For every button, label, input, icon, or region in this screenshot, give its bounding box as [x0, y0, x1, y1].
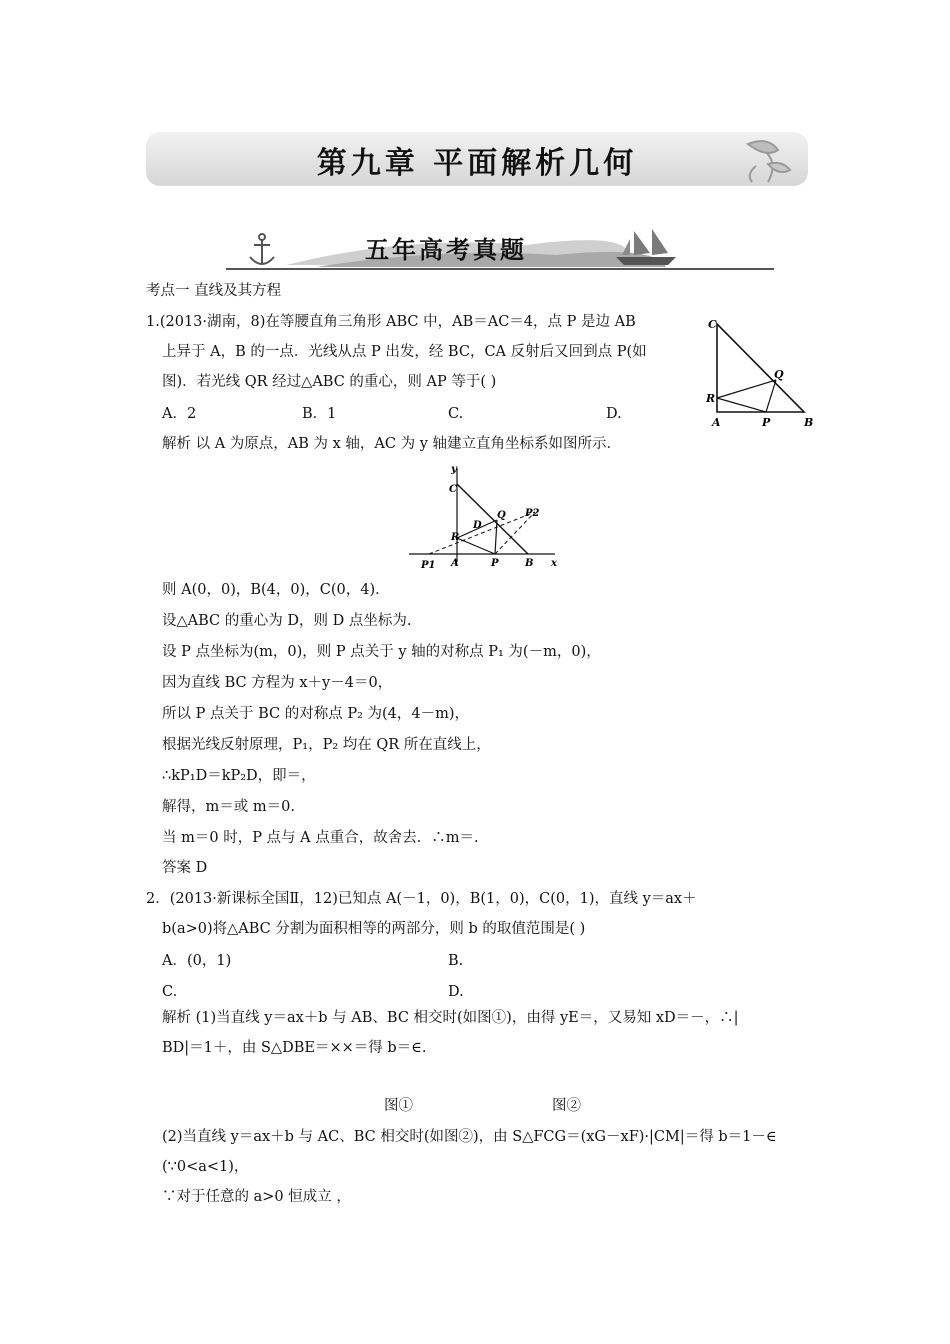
q1-step-2: 设△ABC 的重心为 D，则 D 点坐标为. [162, 613, 412, 629]
q1-coord-label-x: x [551, 558, 557, 569]
q1-coord-label-c: C [449, 484, 457, 495]
q1-step-8: 解得，m＝或 m＝0. [162, 799, 295, 815]
q1-step-4: 因为直线 BC 方程为 x＋y－4＝0， [162, 675, 393, 691]
q1-option-c: C. [448, 406, 464, 422]
q1-step-9: 当 m＝0 时，P 点与 A 点重合，故舍去．∴m＝. [162, 830, 479, 846]
q1-coord-label-a: A [451, 558, 459, 569]
q1-fig-label-r: R [706, 392, 716, 405]
q1-triangle-figure [700, 312, 820, 432]
q1-step-5: 所以 P 点关于 BC 的对称点 P₂ 为(4，4－m)， [162, 706, 470, 722]
q1-coord-label-p: P [491, 558, 499, 569]
q2-option-c: C. [162, 984, 178, 1000]
q2-option-b: B. [448, 953, 464, 969]
q2-option-a: A．(0，1) [162, 953, 232, 969]
q1-coord-label-p2: P2 [525, 508, 540, 519]
q2-line2: b(a>0)将△ABC 分割为面积相等的两部分，则 b 的取值范围是( ) [162, 921, 586, 937]
q1-line1: 1.(2013·湖南，8)在等腰直角三角形 ABC 中，AB＝AC＝4，点 P 是边 AB [146, 314, 636, 330]
q1-fig-label-q: Q [774, 368, 784, 381]
q2-figure2-caption: 图② [552, 1098, 581, 1114]
q2-analysis-line4: (∵0<a<1)， [162, 1159, 249, 1175]
q1-line2: 上异于 A，B 的一点．光线从点 P 出发，经 BC，CA 反射后又回到点 P(如 [162, 344, 647, 360]
ship-icon [616, 229, 676, 265]
q1-step-7: ∴kP₁D＝kP₂D，即＝， [162, 768, 316, 784]
q1-step-1: 则 A(0，0)，B(4，0)，C(0，4)． [162, 582, 390, 598]
q1-coord-label-b: B [525, 558, 534, 569]
chapter-banner [146, 132, 808, 186]
q1-fig-label-p: P [762, 416, 771, 429]
q2-option-d: D. [448, 984, 464, 1000]
q2-line1: 2．(2013·新课标全国Ⅱ，12)已知点 A(－1，0)，B(1，0)，C(0，1)，直线 y＝ax＋ [146, 891, 697, 907]
q2-analysis-line2: BD|＝1＋，由 S△DBE＝××＝得 b＝∈. [162, 1040, 427, 1056]
q2-analysis-line1: 解析 (1)当直线 y＝ax＋b 与 AB、BC 相交时(如图①)，由得 yE＝，又易知 xD＝－，∴| [162, 1010, 739, 1026]
chapter-title: 第九章 平面解析几何 [316, 146, 638, 181]
q1-analysis: 解析 以 A 为原点，AB 为 x 轴，AC 为 y 轴建立直角坐标系如图所示． [162, 436, 622, 452]
q1-step-3: 设 P 点坐标为(m，0)，则 P 点关于 y 轴的对称点 P₁ 为(－m，0)， [162, 644, 601, 660]
q1-line3: 图)．若光线 QR 经过△ABC 的重心，则 AP 等于( ) [162, 374, 497, 390]
anchor-icon [250, 234, 274, 265]
q1-option-d: D. [606, 406, 622, 422]
q2-analysis-line5: ∵对于任意的 a>0 恒成立 ， [162, 1189, 351, 1205]
section-title: 五年高考真题 [365, 236, 527, 264]
q1-step-6: 根据光线反射原理，P₁，P₂ 均在 QR 所在直线上， [162, 737, 491, 753]
q1-coordinate-figure [405, 462, 565, 572]
q2-figure1-caption: 图① [384, 1098, 413, 1114]
q1-fig-label-b: B [804, 416, 814, 429]
q1-fig-label-a: A [712, 416, 721, 429]
topic-heading: 考点一 直线及其方程 [146, 283, 282, 299]
q1-coord-label-y: y [451, 464, 457, 475]
q1-fig-label-c: C [708, 318, 717, 331]
q1-option-a: A．2 [162, 406, 197, 422]
q1-option-b: B．1 [302, 406, 337, 422]
q2-analysis-line3: (2)当直线 y＝ax＋b 与 AC、BC 相交时(如图②)，由 S△FCG＝(xG－xF)·|CM|＝得 b＝1－∈ [162, 1129, 777, 1145]
q1-answer: 答案 D [162, 860, 208, 876]
flower-icon [738, 134, 804, 186]
q1-coord-label-r: R [451, 532, 460, 543]
q1-coord-label-p1: P1 [421, 560, 436, 571]
q1-coord-label-q: Q [497, 510, 506, 521]
q1-coord-label-d: D [473, 520, 482, 531]
